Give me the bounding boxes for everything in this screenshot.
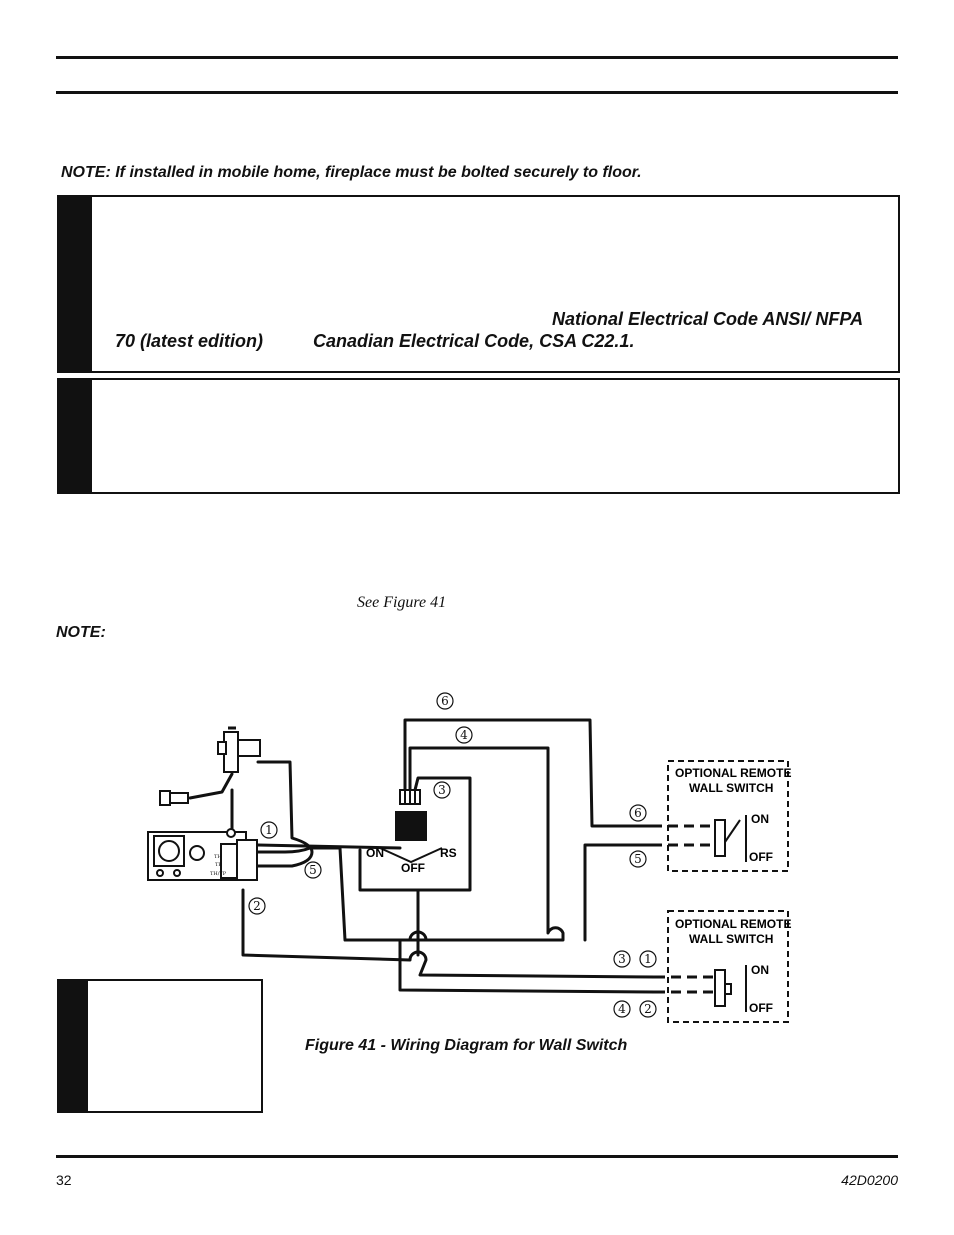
callout-5-valve: 5: [309, 863, 317, 877]
rocker-off-label: OFF: [401, 861, 425, 875]
wiring-diagram: [0, 680, 954, 1040]
callout-1-switch: 1: [644, 952, 652, 966]
electrical-code-canada: Canadian Electrical Code, CSA C22.1.: [313, 331, 635, 351]
callout-1-valve: 1: [265, 823, 273, 837]
callout-6-switch: 6: [634, 806, 642, 820]
footer-rule: [56, 1155, 898, 1158]
wire-igniter: [190, 774, 232, 798]
gas-valve: [148, 829, 257, 880]
electrical-code-us: National Electrical Code ANSI/ NFPA: [552, 309, 864, 329]
mobile-home-note: NOTE: If installed in mobile home, fireplace must be bolted securely to floor.: [61, 164, 642, 181]
rocker-rs-label: RS: [440, 846, 457, 860]
callout-3-top: 3: [438, 783, 446, 797]
warning-box-bar: [59, 197, 92, 371]
callout-5-switch: 5: [634, 852, 642, 866]
wall-switch-lower-title-2: WALL SWITCH: [689, 932, 774, 946]
terminal-tp: TP: [215, 862, 222, 868]
electrical-code-us-edition: 70 (latest edition): [115, 331, 264, 351]
wall-switch-upper-title-1: OPTIONAL REMOTE: [675, 766, 792, 780]
wall-switch-lower-off: OFF: [749, 1001, 773, 1015]
callout-2-valve: 2: [253, 899, 261, 913]
warning-box-second: [57, 378, 900, 494]
page-number: 32: [56, 1172, 72, 1188]
document-code: 42D0200: [841, 1172, 898, 1188]
callout-2-switch: 2: [644, 1002, 652, 1016]
terminal-thtp: TH/TP: [210, 871, 227, 877]
callout-3-switch: 3: [618, 952, 626, 966]
wall-switch-upper-off: OFF: [749, 850, 773, 864]
rocker-switch: [380, 790, 442, 862]
header-rule-bottom: [56, 91, 898, 94]
header-rule-top: [56, 56, 898, 59]
wall-switch-upper-title-2: WALL SWITCH: [689, 781, 774, 795]
terminal-th: TH: [214, 854, 222, 860]
wire-6: [405, 720, 652, 826]
warning-box-bar: [59, 380, 92, 492]
figure-caption: Figure 41 - Wiring Diagram for Wall Switch: [305, 1037, 628, 1054]
pilot-assembly: [218, 728, 260, 772]
callout-4-switch: 4: [618, 1002, 626, 1016]
callout-4-top: 4: [460, 728, 468, 742]
callout-6-top: 6: [441, 694, 449, 708]
wire-2: [243, 890, 655, 977]
wall-switch-upper-on: ON: [751, 812, 769, 826]
wall-switch-lower-on: ON: [751, 963, 769, 977]
note-label: NOTE:: [56, 624, 106, 641]
see-figure-reference: See Figure 41: [357, 594, 447, 611]
wall-switch-lower-title-1: OPTIONAL REMOTE: [675, 917, 792, 931]
igniter-plug: [160, 791, 188, 805]
rocker-on-label: ON: [366, 846, 384, 860]
